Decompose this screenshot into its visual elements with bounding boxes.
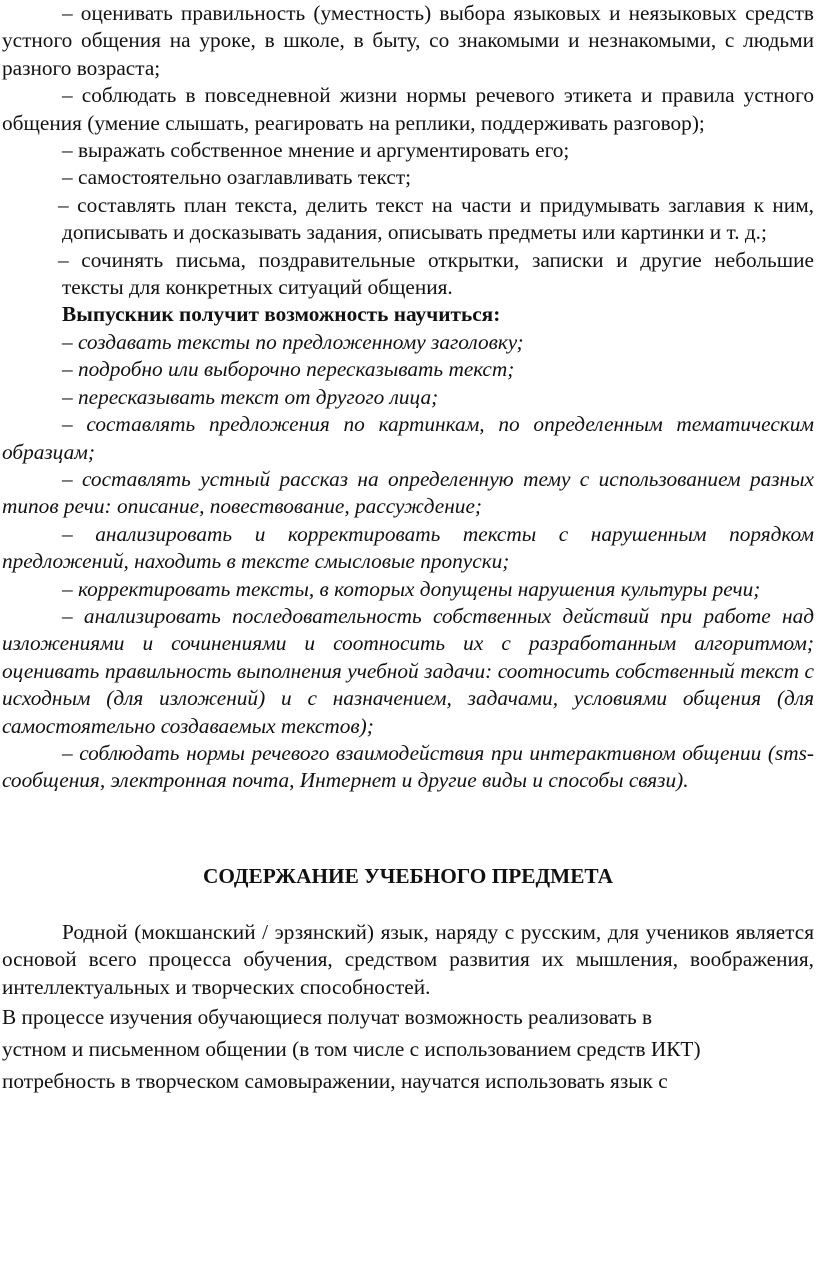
list-item-evaluate-choice: – оценивать правильность (уместность) выбора языковых и неязыковых средств устного общения на уроке, в школе, в быту, со знакомыми и незнакомыми, с людьми разного возраста; (2, 1, 814, 80)
list-item-speech-etiquette: – соблюдать в повседневной жизни нормы речевого этикета и правила устного общения (умение слышать, реагировать на реплики, поддерживать разговор); (2, 83, 814, 135)
list-item-title-text: – самостоятельно озаглавливать текст; (62, 165, 412, 190)
italic-item-retell-other-person: – пересказывать текст от другого лица; (62, 384, 439, 409)
subheading-graduate-opportunity: Выпускник получит возможность научиться: (62, 302, 501, 327)
list-item-express-opinion: – выражать собственное мнение и аргументировать его; (62, 138, 570, 163)
italic-item-make-sentences: – составлять предложения по картинкам, по определенным тематическим образцам; (2, 412, 814, 464)
list-item-write-letters: – сочинять письма, поздравительные открытки, записки и другие небольшие тексты для конкретных ситуаций общения. (58, 247, 814, 300)
paragraph-line: В процессе изучения обучающиеся получат возможность реализовать в (2, 1005, 653, 1029)
italic-item-interactive-norms: – соблюдать нормы речевого взаимодействия при интерактивном общении (sms-сообщения, электронная почта, Интернет и другие виды и способы связи). (2, 740, 814, 793)
italic-item-create-texts: – создавать тексты по предложенному заголовку; (62, 329, 524, 354)
paragraph-line: устном и письменном общении (в том числе с использованием средств ИКТ) (2, 1037, 701, 1061)
paragraph-native-language: Родной (мокшанский / эрзянский) язык, наряду с русским, для учеников является основой всего процесса обучения, средством развития их мышления, воображения, интеллектуальных и творческих способностей. (2, 919, 814, 999)
italic-item-oral-story: – составлять устный рассказ на определенную тему с использованием разных типов речи: описание, повествование, рассуждение; (2, 466, 814, 519)
section-heading: СОДЕРЖАНИЕ УЧЕБНОГО ПРЕДМЕТА (203, 863, 613, 888)
italic-item-analyze-actions: – анализировать последовательность собственных действий при работе над изложениями и сочинениями и соотносить их с разработанным алгоритмом; оценивать правильность выполнения учебной задачи: соотносить собственный текст с исходным (для изложений) и с назначением, задачами, условиями общения (для самостоятельно создаваемых текстов); (2, 603, 814, 738)
italic-item-retell-text: – подробно или выборочно пересказывать текст; (62, 357, 515, 382)
italic-item-correct-order: – анализировать и корректировать тексты с нарушенным порядком предложений, находить в тексте смысловые пропуски; (2, 521, 814, 574)
list-item-text-plan: – составлять план текста, делить текст на части и придумывать заглавия к ним, дописывать и досказывать задания, описывать предметы или картинки и т. д.; (58, 192, 814, 245)
italic-item-correct-culture: – корректировать тексты, в которых допущены нарушения культуры речи; (62, 576, 761, 601)
paragraph-learning-process (2, 1001, 814, 1097)
paragraph-line: потребность в творческом самовыражении, научатся использовать язык с (2, 1069, 668, 1093)
